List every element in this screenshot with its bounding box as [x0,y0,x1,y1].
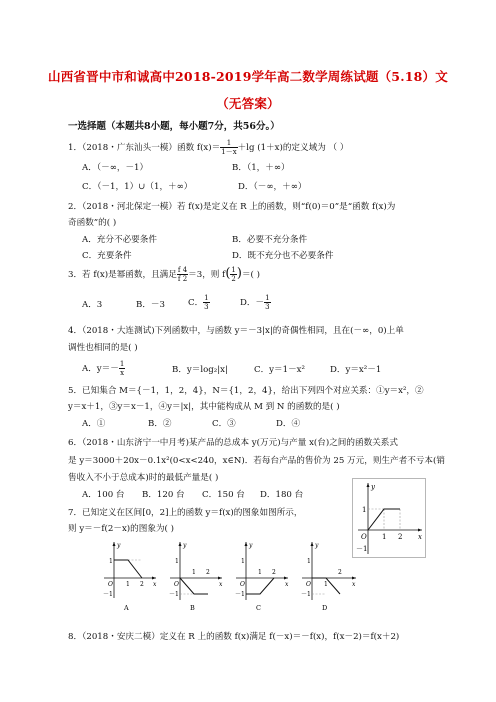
graph-c-y-tick-1: 1 [241,558,245,565]
q3-d-den: 3 [265,303,270,311]
graph-c-x-arrow [284,577,288,580]
question-5-line-1: 5．已知集合 M＝{－1，1，2，4}，N＝{1，2，4}，给出下列四个对应关系：①y＝x²，② [68,386,424,396]
graph-d-x-tick-2: 2 [338,569,342,576]
graph-b-y-arrow [179,542,182,546]
q3-stem-text: 3．若 f(x)是幂函数，且满足 [68,270,177,280]
graph-c-y-tick-neg1: －1 [235,591,245,598]
q3-half-den: 2 [231,275,236,283]
question-2-line-2: 奇函数”的( ) [68,218,117,228]
reference-graph [352,478,426,558]
q6-option-c: C．150 台 [202,490,245,500]
graph-b-x-tick-2: 2 [206,569,210,576]
question-5-line-2: y＝x＋1，③y＝x－1，④y＝|x|，其中能构成从 M 到 N 的函数的是( ) [68,402,340,412]
option-graphs [100,538,360,614]
graph-c-caption: C [256,604,261,612]
option-graph-d [301,542,356,612]
q3-option-c-frac [203,294,209,311]
q3-option-b: B．－3 [136,300,165,310]
q4-a-num: 1 [119,360,125,368]
graph-c-x-tick-1: 1 [258,569,262,576]
q5-option-c: C．③ [212,419,236,429]
question-8-line-1: 8．（2018・安庆二模）定义在 R 上的函数 f(x)满足 f(－x)＝－f(x)，f(x－2)＝f(x＋2) [68,632,400,642]
graph-b-curve [180,578,208,594]
reference-y-tick-1: 1 [362,506,367,514]
q3-frac-den: f 2 [177,275,188,283]
graph-c-x-label: x [285,581,289,588]
graph-b-origin: O [174,581,179,588]
q1-stem-text-2: ＋lg (1＋x)的定义域为 （ ） [237,143,349,153]
graph-a-y-label: y [117,542,121,549]
question-4-line-1: 4．（2018・大连测试)下列函数中，与函数 y＝－3|x|的奇偶性相同，且在(－∞，0)上单 [68,326,404,336]
graph-a-x-tick-1: 1 [126,581,130,588]
graph-b-x-label: x [219,581,223,588]
question-1-stem [68,139,348,156]
q3-option-d [240,294,271,311]
q3-stem-text-3: ＝( ) [241,270,260,280]
q3-option-a: A．3 [82,300,103,310]
q2-option-b: B．必要不充分条件 [232,235,308,245]
question-7-line-1: 7．已知定义在区间[0，2]上的函数 y＝f(x)的图象如图所示， [68,508,303,518]
graph-c-y-arrow [245,542,248,546]
option-graph-b [169,542,223,612]
graph-b-x-arrow [218,577,222,580]
q4-option-c: C．y＝1－x² [254,365,305,375]
q5-option-d: D．④ [276,419,301,429]
reference-x-label: x [418,533,422,541]
graph-d-y-tick-1: 1 [307,558,311,565]
q1-fraction [220,139,237,156]
document-title: 山西省晋中市和诚高中2018-2019学年高二数学周练试题（5.18）文 [48,69,448,84]
graph-c-curve [246,578,274,594]
q5-option-b: B．② [148,419,172,429]
graph-d-y-arrow [311,542,314,546]
q4-option-a [82,360,125,377]
q1-option-c: C．（－1，1）∪（1，＋∞） [82,182,193,192]
q1-option-a: A．（－∞，－1） [82,163,149,173]
graph-a-x-tick-2: 2 [140,581,144,588]
reference-y-tick-neg1: －1 [356,545,368,553]
reference-origin-label: O [361,533,367,541]
question-6-line-3: 售收入不小于总成本)时的最低产量是( ) [68,473,219,483]
q3-option-c [188,294,210,311]
q1-stem-text: 1．（2018・广东汕头一模）函数 f(x)＝ [68,143,221,153]
graph-b-caption: B [190,604,195,612]
graph-d-origin: O [306,581,311,588]
graph-b-y-tick-neg1: －1 [169,591,179,598]
question-3-stem: 3．若 f(x)是幂函数，且满足 $\frac{f 4}{f 2}$ ＝3，则 f( $\frac{1}{2}$ )＝( ) [68,266,260,283]
option-graph-a [103,542,157,612]
graph-c-origin: O [240,581,245,588]
graph-a-y-arrow [113,542,116,546]
q6-option-a: A．100 台 [82,490,125,500]
question-6-line-2: 是 y＝3000＋20x－0.1x²(0<x<240，x∈N)．若每台产品的售价为 25 万元，则生产者不亏本(销 [68,456,445,466]
reference-x-tick-2: 2 [398,533,403,541]
q3-d-num: 1 [265,294,270,302]
q2-option-c: C．充要条件 [82,251,132,261]
q1-frac-den: 1－x [221,148,237,156]
graph-d-caption: D [322,604,328,612]
graph-a-y-tick-neg1: －1 [103,591,113,598]
q3-frac-num: f 4 [177,266,188,274]
option-graph-c [235,542,289,612]
q6-option-d: D．180 台 [260,490,304,500]
reference-y-label: y [371,483,375,491]
q5-option-a: A．① [82,419,106,429]
graph-d-x-arrow [352,577,356,580]
q6-option-b: B．120 台 [142,490,185,500]
q1-option-d: D．（－∞，＋∞） [238,182,307,192]
q3-half-num: 1 [231,266,236,274]
graph-b-x-tick-1: 1 [192,569,196,576]
graph-a-caption: A [124,604,129,612]
graph-a-y-tick-1: 1 [109,558,113,565]
graph-d-y-tick-neg1: －1 [301,591,311,598]
q4-option-d: D．y＝x²－1 [330,365,382,375]
q4-option-b: B．y＝log₂|x| [172,365,228,375]
q1-option-b: B．（1，＋∞） [232,163,290,173]
q2-option-a: A．充分不必要条件 [82,235,157,245]
q4-option-a-frac [119,360,125,377]
q4-option-a-label: A．y＝－ [82,364,119,374]
question-6-line-1: 6．（2018・山东济宁一中月考)某产品的总成本 y(万元)与产量 x(台)之间的函数关系式 [68,438,398,448]
graph-d-x-tick-1: 1 [324,581,328,588]
q3-option-d-frac [264,294,270,311]
q4-a-den: x [120,369,125,377]
graph-a-origin: O [108,581,113,588]
graph-b-y-tick-1: 1 [175,558,179,565]
q3-c-den: 3 [204,303,209,311]
graph-c-x-tick-2: 2 [272,569,276,576]
graph-c-y-label: y [249,542,253,549]
q3-c-num: 1 [204,294,209,302]
question-7-line-2: 则 y＝－f(2－x)的图象为( ) [68,524,174,534]
q3-option-c-label: C． [188,298,204,308]
graph-d-y-label: y [315,542,319,549]
question-2-line-1: 2．（2018・河北保定一模）若 f(x)是定义在 R 上的函数，则“f(0)＝0”是“函数 f(x)为 [68,202,396,212]
graph-a-x-label: x [153,581,157,588]
q3-option-d-label: D．－ [240,298,265,308]
document-title-subtitle: （无答案） [216,96,280,111]
q1-frac-num: 1 [220,139,237,148]
q3-fraction-f [177,266,188,283]
question-4-line-2: 调性也相同的是( ) [68,343,138,353]
graph-b-y-label: y [183,542,187,549]
q2-option-d: D．既不充分也不必要条件 [232,251,334,261]
q3-stem-text-2: ＝3，则 f [188,270,226,280]
graph-a-curve [114,560,142,578]
section-heading: 一选择题（本题共8小题，每小题7分，共56分。） [68,121,280,132]
graph-a-x-arrow [152,577,156,580]
reference-x-tick-1: 1 [382,533,387,541]
graph-d-x-label: x [352,581,356,588]
